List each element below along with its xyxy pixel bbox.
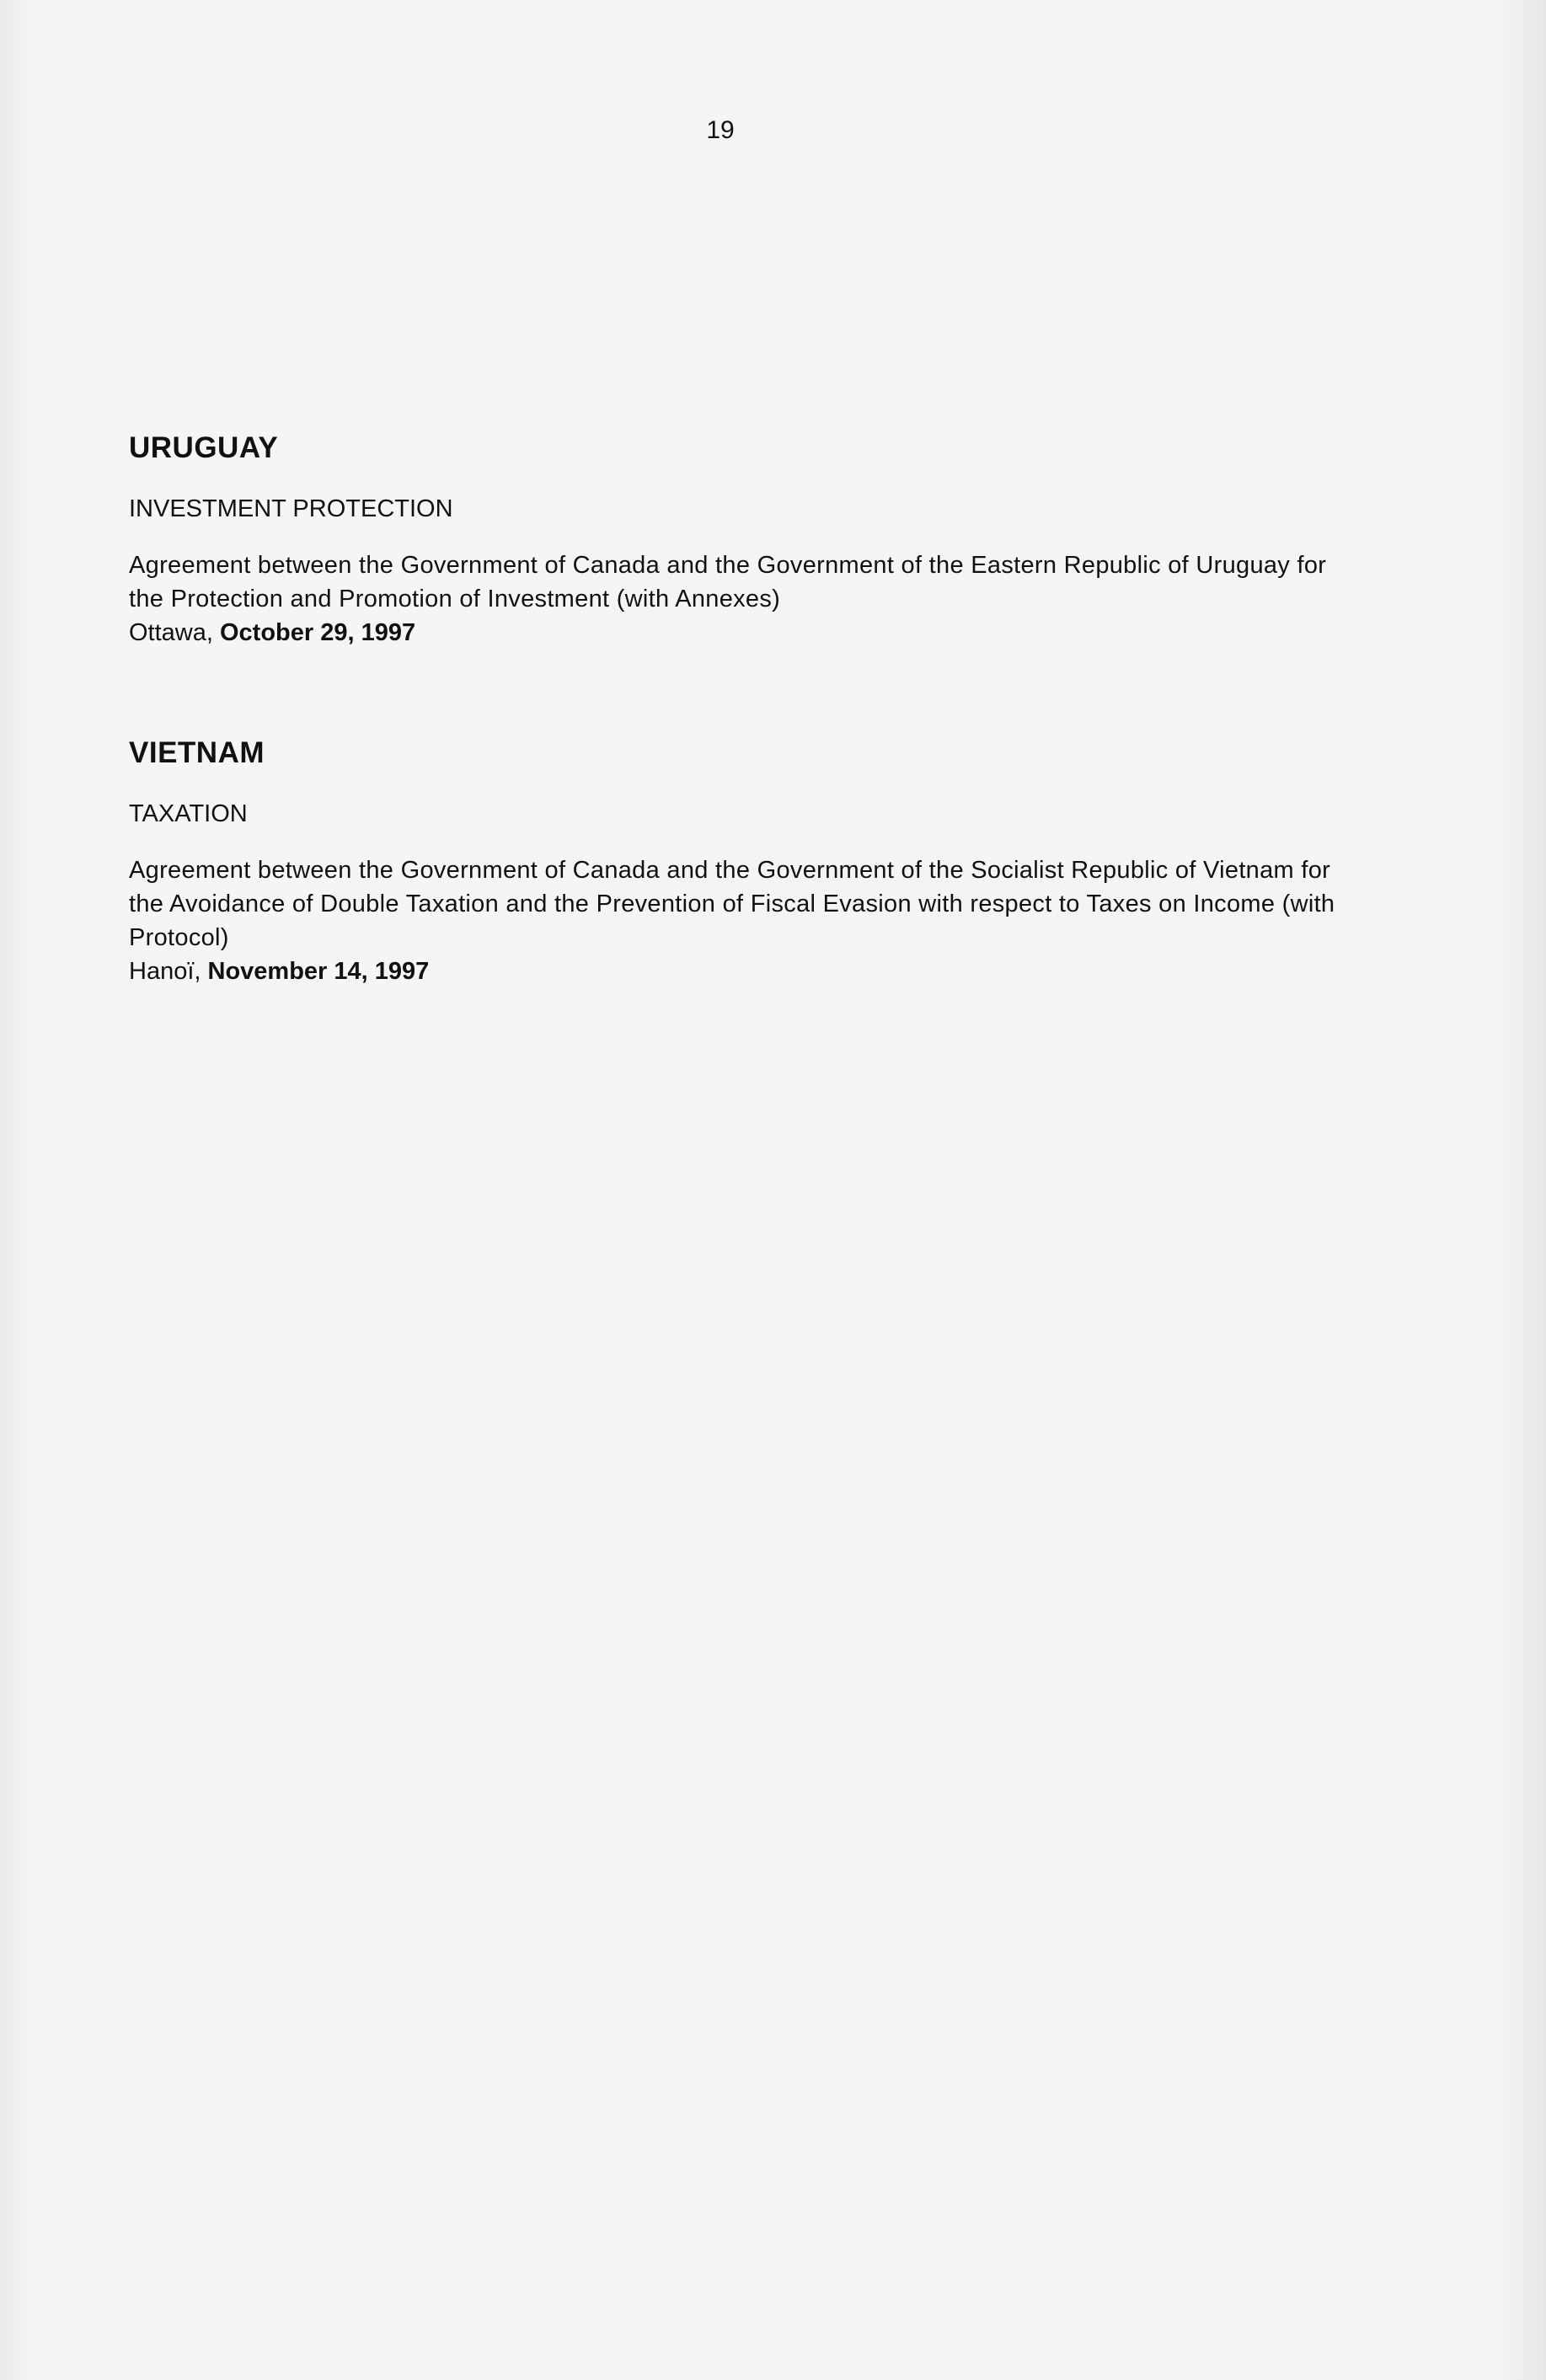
country-heading: VIETNAM — [129, 736, 265, 769]
country-heading: URUGUAY — [129, 431, 279, 464]
treaty-entry-vietnam — [129, 736, 1359, 988]
signing-place: Ottawa, — [129, 619, 220, 646]
signing-line — [129, 955, 1359, 988]
signing-date: November 14, 1997 — [207, 958, 430, 985]
treaty-description: Agreement between the Government of Canada and the Government of the Eastern Republic of Uruguay for the Protection and Promotion of Investment (with Annexes) — [129, 552, 1327, 612]
treaty-entry-uruguay — [129, 431, 1359, 650]
treaty-category: TAXATION — [129, 800, 248, 827]
signing-place: Hanoï, — [129, 958, 208, 985]
signing-date: October 29, 1997 — [220, 619, 416, 646]
treaty-description: Agreement between the Government of Canada and the Government of the Socialist Republic of Vietnam for the Avoidance of Double Taxation and the Prevention of Fiscal Evasion with respect to Taxes on Income (with Protocol) — [129, 857, 1335, 951]
page-number: 19 — [706, 116, 735, 144]
signing-line — [129, 616, 1359, 650]
treaty-category: INVESTMENT PROTECTION — [129, 495, 453, 522]
